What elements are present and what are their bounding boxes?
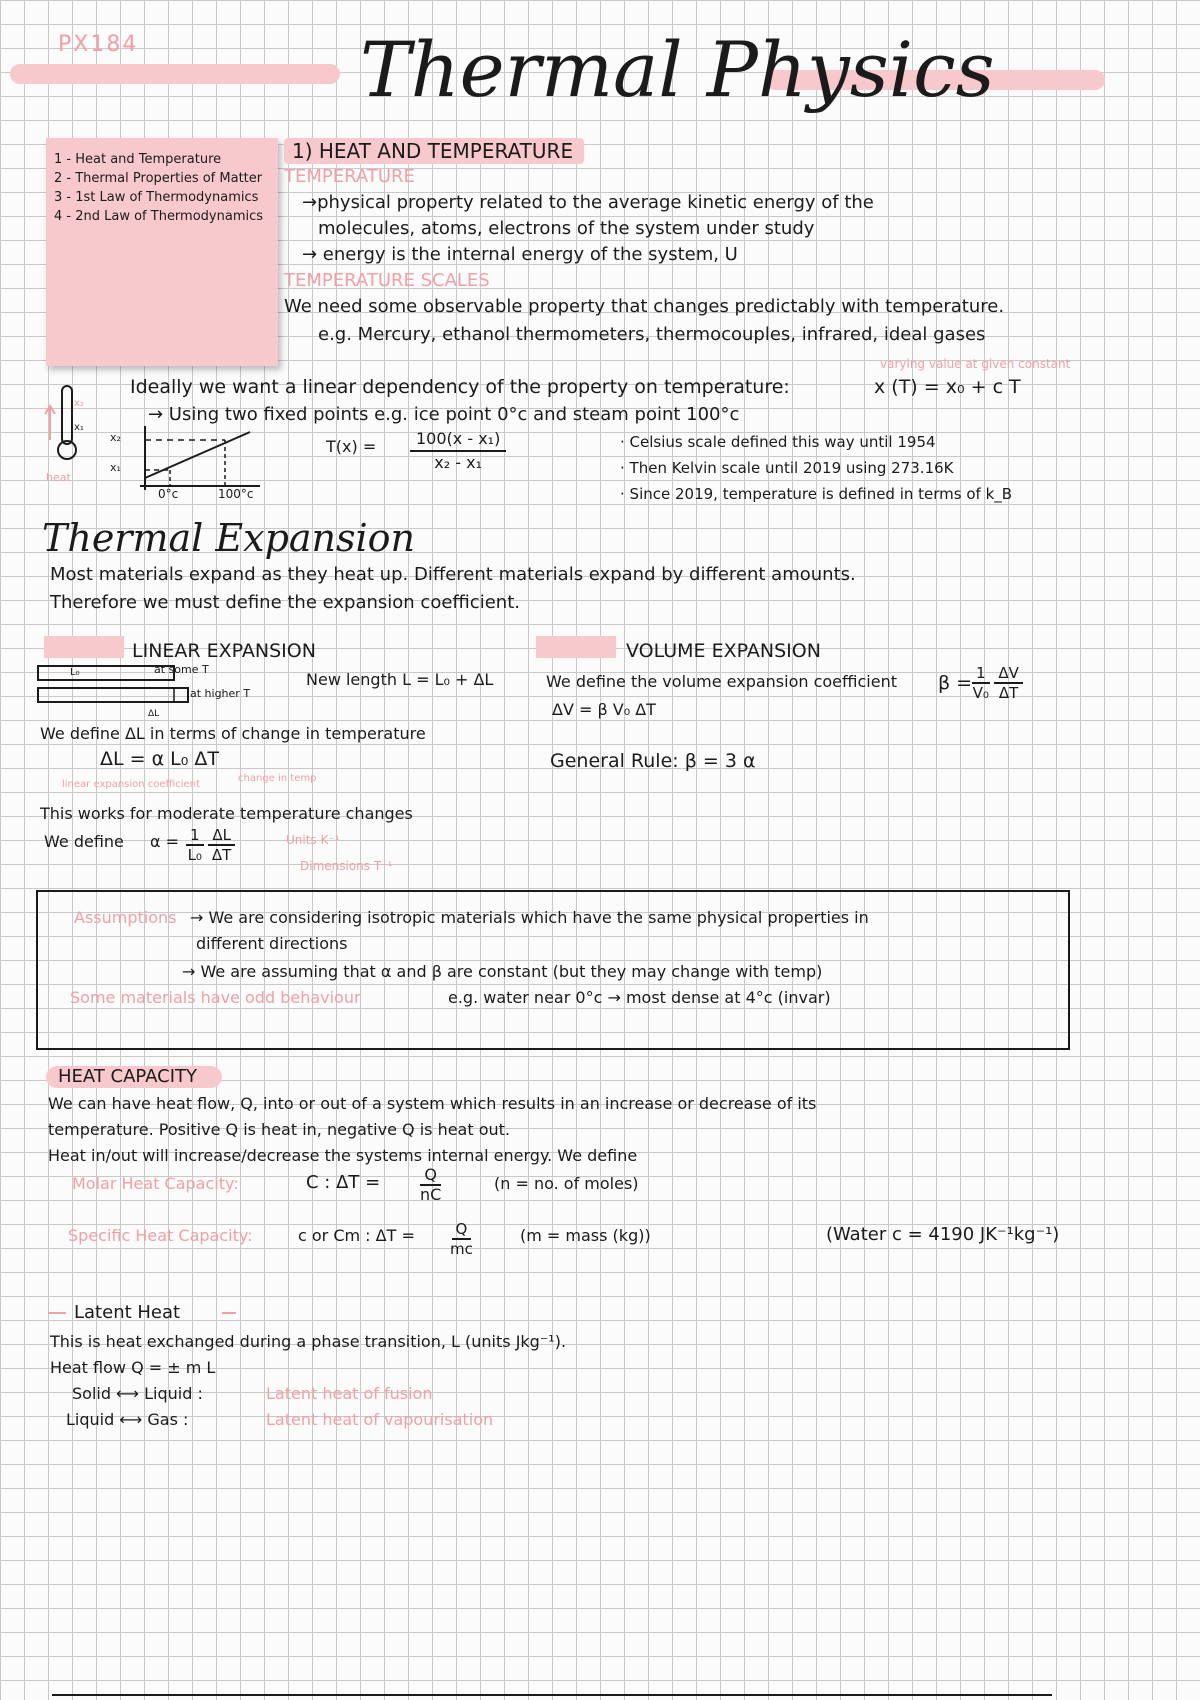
heading-dash (48, 1312, 66, 1314)
frac-den: mc (450, 1240, 473, 1258)
formula-lhs: α = (150, 832, 180, 851)
alpha-formula (186, 826, 235, 864)
section-heading: 1) HEAT AND TEMPERATURE (292, 139, 574, 163)
rod-label: at some T (154, 663, 209, 676)
section-title: Thermal Expansion (42, 516, 416, 560)
formula-lhs: C : ΔT = (306, 1172, 381, 1193)
formula-lhs: T(x) = (326, 437, 377, 456)
title-highlight-left (10, 64, 340, 84)
section-heading: HEAT CAPACITY (58, 1066, 197, 1087)
pink-annotation: Some materials have odd behaviour (70, 988, 361, 1007)
formula: x (T) = x₀ + c T (874, 376, 1021, 398)
formula-denominator: x₂ - x₁ (434, 453, 483, 472)
formula: ΔV = β V₀ ΔT (552, 700, 656, 719)
bullet-item: · Since 2019, temperature is defined in terms of k_B (620, 485, 1013, 503)
text-line: Solid ⟷ Liquid : (72, 1384, 203, 1403)
course-code: PX184 (58, 32, 139, 57)
bullet-text: Since 2019, temperature is defined in terms of k_B (629, 485, 1013, 503)
frac-den: V₀ (972, 684, 989, 702)
contents-item: 1 - Heat and Temperature (54, 152, 222, 167)
frac-den: ΔT (998, 684, 1019, 702)
subsection-heading: LINEAR EXPANSION (132, 640, 316, 662)
text-line: Therefore we must define the expansion coefficient. (50, 592, 520, 613)
pink-annotation: linear expansion coefficient (62, 779, 200, 790)
text-line: (Water c = 4190 JK⁻¹kg⁻¹) (826, 1224, 1060, 1245)
rod-label: at higher T (190, 687, 251, 700)
heading-highlight (536, 636, 616, 658)
specific-formula (450, 1220, 473, 1258)
pink-annotation: Latent heat of vapourisation (266, 1410, 494, 1429)
therm-label: x₂ (74, 398, 84, 409)
formula-numerator: 100(x - x₁) (410, 428, 506, 452)
pink-label: Specific Heat Capacity: (68, 1226, 253, 1245)
subheading: TEMPERATURE SCALES (284, 270, 490, 291)
frac-num: 1 (186, 826, 204, 846)
pink-annotation: varying value at given constant (880, 357, 1071, 371)
heat-label: heat (46, 471, 71, 484)
text-line: molecules, atoms, electrons of the system under study (318, 218, 815, 239)
therm-label: x₁ (74, 422, 84, 433)
text-line: → energy is the internal energy of the system, U (302, 244, 738, 265)
bullet-item: · Celsius scale defined this way until 1954 (620, 433, 936, 451)
text-line: Liquid ⟷ Gas : (66, 1410, 189, 1429)
contents-note (46, 138, 278, 366)
text-line: This is heat exchanged during a phase transition, L (units Jkg⁻¹). (50, 1332, 567, 1351)
pink-annotation: Units K⁻¹ (286, 833, 340, 847)
rod-label: ΔL (148, 709, 160, 719)
text-line: Most materials expand as they heat up. Different materials expand by different amounts. (50, 564, 856, 585)
formula-lhs: β = (938, 672, 973, 694)
subsection-heading: VOLUME EXPANSION (626, 640, 821, 662)
contents-item: 3 - 1st Law of Thermodynamics (54, 190, 259, 205)
molar-formula (420, 1166, 441, 1204)
frac-num: Q (452, 1220, 472, 1240)
formula-lhs: c or Cm : ΔT = (298, 1226, 415, 1245)
bullet-text: Then Kelvin scale until 2019 using 273.16K (629, 459, 954, 477)
text-line: New length L = L₀ + ΔL (306, 670, 494, 689)
bullet-item: · Then Kelvin scale until 2019 using 273.16K (620, 459, 954, 477)
bottom-divider (52, 1694, 1052, 1696)
pink-annotation: Dimensions T⁻¹ (300, 859, 393, 873)
graph-y-label: x₂ (110, 431, 121, 444)
pink-annotation: change in temp (238, 773, 317, 784)
frac-num: ΔL (208, 826, 235, 846)
frac-den: ΔT (211, 846, 232, 864)
formula: General Rule: β = 3 α (550, 750, 756, 772)
bullet-text: Celsius scale defined this way until 1954 (629, 433, 936, 451)
text-line: →physical property related to the average kinetic energy of the (302, 192, 874, 213)
rod-label: L₀ (70, 667, 80, 678)
text-line: temperature. Positive Q is heat in, negative Q is heat out. (48, 1120, 511, 1139)
text-line: We need some observable property that changes predictably with temperature. (284, 296, 1005, 317)
text-line: Ideally we want a linear dependency of the property on temperature: (130, 376, 790, 398)
heading-highlight (44, 636, 124, 658)
contents-item: 4 - 2nd Law of Thermodynamics (54, 209, 264, 224)
pink-annotation: Latent heat of fusion (266, 1384, 433, 1403)
section-heading: Latent Heat (74, 1302, 181, 1323)
text-line: e.g. Mercury, ethanol thermometers, thermocouples, infrared, ideal gases (318, 324, 986, 345)
text-line: We define ΔL in terms of change in temperature (40, 724, 426, 743)
formula: ΔL = α L₀ ΔT (100, 748, 219, 770)
graph-x-label: 100°c (218, 487, 254, 501)
text-line: different directions (196, 934, 348, 953)
graph-x-label: 0°c (158, 487, 179, 501)
assumptions-label: Assumptions (74, 908, 177, 927)
text-line: e.g. water near 0°c → most dense at 4°c (invar) (448, 988, 831, 1007)
pink-label: Molar Heat Capacity: (72, 1174, 239, 1193)
text-line: Heat in/out will increase/decrease the systems internal energy. We define (48, 1146, 638, 1165)
text-line: We define the volume expansion coefficient (546, 672, 897, 691)
frac-den: L₀ (187, 846, 202, 864)
frac-den: nC (420, 1185, 442, 1204)
frac-num: ΔV (994, 664, 1023, 684)
text-line: → We are assuming that α and β are constant (but they may change with temp) (182, 962, 823, 981)
text-line: Heat flow Q = ± m L (50, 1358, 216, 1377)
text-line: This works for moderate temperature changes (40, 804, 413, 823)
frac-num: 1 (972, 664, 990, 684)
page-title: Thermal Physics (360, 25, 995, 114)
text-line: (n = no. of moles) (494, 1174, 639, 1193)
graph-y-label: x₁ (110, 461, 121, 474)
temperature-formula (410, 428, 506, 474)
text-line: We can have heat flow, Q, into or out of a system which results in an increase or decrease of its (48, 1094, 817, 1113)
heading-dash (222, 1312, 236, 1314)
text-line: We define (44, 832, 124, 851)
subheading: TEMPERATURE (284, 166, 415, 187)
contents-item: 2 - Thermal Properties of Matter (54, 171, 263, 186)
frac-num: Q (420, 1166, 441, 1186)
beta-formula (972, 664, 1023, 702)
text-line: (m = mass (kg)) (520, 1226, 651, 1245)
text-line: → Using two fixed points e.g. ice point 0°c and steam point 100°c (148, 404, 740, 425)
text-line: → We are considering isotropic materials which have the same physical properties in (190, 908, 869, 927)
